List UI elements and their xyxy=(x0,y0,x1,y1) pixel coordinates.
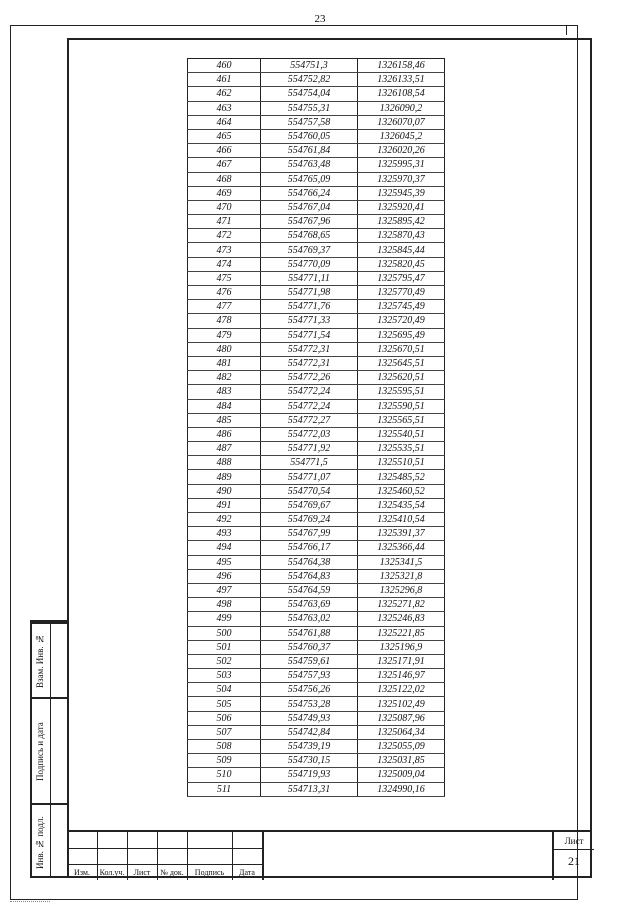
y-coordinate-cell: 1326045,2 xyxy=(358,129,445,143)
col-label-sheet: Лист xyxy=(133,868,151,877)
table-row xyxy=(188,697,445,711)
bottom-dotted-mark xyxy=(10,901,50,902)
col-label-date: Дата xyxy=(239,868,255,877)
x-coordinate-cell: 554766,17 xyxy=(261,541,358,555)
point-number-cell: 506 xyxy=(188,711,261,725)
table-row xyxy=(188,640,445,654)
table-row xyxy=(188,442,445,456)
point-number-cell: 477 xyxy=(188,300,261,314)
y-coordinate-cell: 1325122,02 xyxy=(358,683,445,697)
x-coordinate-cell: 554772,26 xyxy=(261,371,358,385)
y-coordinate-cell: 1326020,26 xyxy=(358,144,445,158)
table-row xyxy=(188,243,445,257)
point-number-cell: 495 xyxy=(188,555,261,569)
y-coordinate-cell: 1325196,9 xyxy=(358,640,445,654)
y-coordinate-cell: 1325321,8 xyxy=(358,569,445,583)
x-coordinate-cell: 554769,24 xyxy=(261,513,358,527)
sheet-label: Лист xyxy=(554,836,594,850)
y-coordinate-cell: 1325595,51 xyxy=(358,385,445,399)
table-row xyxy=(188,300,445,314)
table-row xyxy=(188,569,445,583)
y-coordinate-cell: 1325720,49 xyxy=(358,314,445,328)
point-number-cell: 496 xyxy=(188,569,261,583)
y-coordinate-cell: 1325620,51 xyxy=(358,371,445,385)
x-coordinate-cell: 554772,03 xyxy=(261,427,358,441)
table-row xyxy=(188,229,445,243)
x-coordinate-cell: 554767,04 xyxy=(261,200,358,214)
table-row xyxy=(188,115,445,129)
x-coordinate-cell: 554755,31 xyxy=(261,101,358,115)
table-row xyxy=(188,356,445,370)
x-coordinate-cell: 554771,76 xyxy=(261,300,358,314)
table-row xyxy=(188,683,445,697)
y-coordinate-cell: 1325845,44 xyxy=(358,243,445,257)
point-number-cell: 501 xyxy=(188,640,261,654)
x-coordinate-cell: 554771,33 xyxy=(261,314,358,328)
point-number-cell: 505 xyxy=(188,697,261,711)
y-coordinate-cell: 1325535,51 xyxy=(358,442,445,456)
y-coordinate-cell: 1325064,34 xyxy=(358,725,445,739)
table-row xyxy=(188,768,445,782)
y-coordinate-cell: 1325795,47 xyxy=(358,271,445,285)
y-coordinate-cell: 1325695,49 xyxy=(358,328,445,342)
table-row xyxy=(188,101,445,115)
signature-date-label: Подпись и дата xyxy=(35,722,45,782)
x-coordinate-cell: 554771,54 xyxy=(261,328,358,342)
x-coordinate-cell: 554763,48 xyxy=(261,158,358,172)
x-coordinate-cell: 554752,82 xyxy=(261,73,358,87)
x-coordinate-cell: 554767,99 xyxy=(261,527,358,541)
point-number-cell: 476 xyxy=(188,286,261,300)
x-coordinate-cell: 554772,31 xyxy=(261,342,358,356)
table-row xyxy=(188,215,445,229)
x-coordinate-cell: 554760,05 xyxy=(261,129,358,143)
point-number-cell: 464 xyxy=(188,115,261,129)
side-stamp-cell-signature xyxy=(32,697,68,803)
point-number-cell: 487 xyxy=(188,442,261,456)
title-block-grid xyxy=(67,832,262,880)
x-coordinate-cell: 554713,31 xyxy=(261,782,358,796)
point-number-cell: 494 xyxy=(188,541,261,555)
coordinates-table-body xyxy=(188,59,445,797)
replacement-inventory-label: Взам. Инв. № xyxy=(35,634,45,689)
y-coordinate-cell: 1325271,82 xyxy=(358,598,445,612)
point-number-cell: 475 xyxy=(188,271,261,285)
table-row xyxy=(188,385,445,399)
y-coordinate-cell: 1325102,49 xyxy=(358,697,445,711)
x-coordinate-cell: 554749,93 xyxy=(261,711,358,725)
x-coordinate-cell: 554771,98 xyxy=(261,286,358,300)
table-row xyxy=(188,129,445,143)
y-coordinate-cell: 1325920,41 xyxy=(358,200,445,214)
table-row xyxy=(188,399,445,413)
y-coordinate-cell: 1325296,8 xyxy=(358,583,445,597)
point-number-cell: 465 xyxy=(188,129,261,143)
y-coordinate-cell: 1325645,51 xyxy=(358,356,445,370)
point-number-cell: 511 xyxy=(188,782,261,796)
y-coordinate-cell: 1325341,5 xyxy=(358,555,445,569)
point-number-cell: 469 xyxy=(188,186,261,200)
point-number-cell: 478 xyxy=(188,314,261,328)
table-row xyxy=(188,654,445,668)
table-row xyxy=(188,669,445,683)
table-row xyxy=(188,484,445,498)
x-coordinate-cell: 554761,88 xyxy=(261,626,358,640)
y-coordinate-cell: 1325565,51 xyxy=(358,413,445,427)
point-number-cell: 491 xyxy=(188,498,261,512)
title-block xyxy=(67,830,592,878)
point-number-cell: 460 xyxy=(188,59,261,73)
table-row xyxy=(188,186,445,200)
y-coordinate-cell: 1325146,97 xyxy=(358,669,445,683)
x-coordinate-cell: 554757,58 xyxy=(261,115,358,129)
y-coordinate-cell: 1326133,51 xyxy=(358,73,445,87)
table-row xyxy=(188,754,445,768)
table-row xyxy=(188,470,445,484)
point-number-cell: 473 xyxy=(188,243,261,257)
table-row xyxy=(188,271,445,285)
point-number-cell: 510 xyxy=(188,768,261,782)
side-stamp xyxy=(30,620,68,878)
point-number-cell: 479 xyxy=(188,328,261,342)
table-row xyxy=(188,257,445,271)
title-block-divider xyxy=(262,832,264,880)
y-coordinate-cell: 1325009,04 xyxy=(358,768,445,782)
y-coordinate-cell: 1325485,52 xyxy=(358,470,445,484)
y-coordinate-cell: 1326090,2 xyxy=(358,101,445,115)
point-number-cell: 463 xyxy=(188,101,261,115)
table-row xyxy=(188,612,445,626)
y-coordinate-cell: 1325820,45 xyxy=(358,257,445,271)
y-coordinate-cell: 1325590,51 xyxy=(358,399,445,413)
x-coordinate-cell: 554763,02 xyxy=(261,612,358,626)
point-number-cell: 472 xyxy=(188,229,261,243)
x-coordinate-cell: 554772,27 xyxy=(261,413,358,427)
point-number-cell: 499 xyxy=(188,612,261,626)
table-row xyxy=(188,200,445,214)
table-row xyxy=(188,541,445,555)
point-number-cell: 486 xyxy=(188,427,261,441)
table-row xyxy=(188,740,445,754)
x-coordinate-cell: 554772,31 xyxy=(261,356,358,370)
coordinates-table xyxy=(187,58,445,797)
y-coordinate-cell: 1325087,96 xyxy=(358,711,445,725)
y-coordinate-cell: 1325435,54 xyxy=(358,498,445,512)
y-coordinate-cell: 1325171,91 xyxy=(358,654,445,668)
point-number-cell: 482 xyxy=(188,371,261,385)
table-row xyxy=(188,87,445,101)
table-row xyxy=(188,286,445,300)
point-number-cell: 485 xyxy=(188,413,261,427)
x-coordinate-cell: 554756,26 xyxy=(261,683,358,697)
table-row xyxy=(188,371,445,385)
point-number-cell: 461 xyxy=(188,73,261,87)
point-number-cell: 490 xyxy=(188,484,261,498)
point-number-cell: 497 xyxy=(188,583,261,597)
x-coordinate-cell: 554751,3 xyxy=(261,59,358,73)
x-coordinate-cell: 554764,59 xyxy=(261,583,358,597)
point-number-cell: 471 xyxy=(188,215,261,229)
point-number-cell: 484 xyxy=(188,399,261,413)
table-row xyxy=(188,427,445,441)
side-stamp-cell-original xyxy=(32,803,68,878)
x-coordinate-cell: 554771,11 xyxy=(261,271,358,285)
y-coordinate-cell: 1324990,16 xyxy=(358,782,445,796)
x-coordinate-cell: 554754,04 xyxy=(261,87,358,101)
x-coordinate-cell: 554766,24 xyxy=(261,186,358,200)
y-coordinate-cell: 1325391,37 xyxy=(358,527,445,541)
point-number-cell: 488 xyxy=(188,456,261,470)
y-coordinate-cell: 1325540,51 xyxy=(358,427,445,441)
point-number-cell: 462 xyxy=(188,87,261,101)
y-coordinate-cell: 1325895,42 xyxy=(358,215,445,229)
x-coordinate-cell: 554760,37 xyxy=(261,640,358,654)
sheet-number: 21 xyxy=(568,854,580,868)
y-coordinate-cell: 1326070,07 xyxy=(358,115,445,129)
table-row xyxy=(188,158,445,172)
point-number-cell: 500 xyxy=(188,626,261,640)
table-row xyxy=(188,144,445,158)
point-number-cell: 493 xyxy=(188,527,261,541)
table-row xyxy=(188,555,445,569)
page-number: 23 xyxy=(314,13,326,25)
table-row xyxy=(188,725,445,739)
x-coordinate-cell: 554771,07 xyxy=(261,470,358,484)
y-coordinate-cell: 1325870,43 xyxy=(358,229,445,243)
col-label-change: Изм. xyxy=(74,868,90,877)
x-coordinate-cell: 554761,84 xyxy=(261,144,358,158)
y-coordinate-cell: 1326158,46 xyxy=(358,59,445,73)
table-row xyxy=(188,59,445,73)
x-coordinate-cell: 554763,69 xyxy=(261,598,358,612)
table-row xyxy=(188,711,445,725)
point-number-cell: 483 xyxy=(188,385,261,399)
y-coordinate-cell: 1326108,54 xyxy=(358,87,445,101)
x-coordinate-cell: 554753,28 xyxy=(261,697,358,711)
table-row xyxy=(188,782,445,796)
y-coordinate-cell: 1325055,09 xyxy=(358,740,445,754)
y-coordinate-cell: 1325970,37 xyxy=(358,172,445,186)
x-coordinate-cell: 554771,92 xyxy=(261,442,358,456)
point-number-cell: 504 xyxy=(188,683,261,697)
original-inventory-label: Инв. № подл. xyxy=(35,816,45,870)
y-coordinate-cell: 1325031,85 xyxy=(358,754,445,768)
frame-tick xyxy=(566,25,578,35)
y-coordinate-cell: 1325770,49 xyxy=(358,286,445,300)
x-coordinate-cell: 554769,37 xyxy=(261,243,358,257)
point-number-cell: 474 xyxy=(188,257,261,271)
table-row xyxy=(188,583,445,597)
point-number-cell: 492 xyxy=(188,513,261,527)
point-number-cell: 502 xyxy=(188,654,261,668)
x-coordinate-cell: 554759,61 xyxy=(261,654,358,668)
y-coordinate-cell: 1325366,44 xyxy=(358,541,445,555)
side-stamp-cell-replacement xyxy=(32,622,68,697)
table-row xyxy=(188,626,445,640)
x-coordinate-cell: 554730,15 xyxy=(261,754,358,768)
table-row xyxy=(188,172,445,186)
x-coordinate-cell: 554764,38 xyxy=(261,555,358,569)
x-coordinate-cell: 554767,96 xyxy=(261,215,358,229)
x-coordinate-cell: 554765,09 xyxy=(261,172,358,186)
y-coordinate-cell: 1325246,83 xyxy=(358,612,445,626)
point-number-cell: 508 xyxy=(188,740,261,754)
x-coordinate-cell: 554719,93 xyxy=(261,768,358,782)
table-row xyxy=(188,413,445,427)
x-coordinate-cell: 554768,65 xyxy=(261,229,358,243)
table-row xyxy=(188,598,445,612)
x-coordinate-cell: 554764,83 xyxy=(261,569,358,583)
point-number-cell: 498 xyxy=(188,598,261,612)
y-coordinate-cell: 1325945,39 xyxy=(358,186,445,200)
sheet-number-box xyxy=(552,832,592,880)
col-label-quantity: Кол.уч. xyxy=(99,868,125,877)
x-coordinate-cell: 554771,5 xyxy=(261,456,358,470)
y-coordinate-cell: 1325460,52 xyxy=(358,484,445,498)
x-coordinate-cell: 554770,54 xyxy=(261,484,358,498)
table-row xyxy=(188,73,445,87)
y-coordinate-cell: 1325410,54 xyxy=(358,513,445,527)
point-number-cell: 470 xyxy=(188,200,261,214)
x-coordinate-cell: 554739,19 xyxy=(261,740,358,754)
col-label-document-number: № док. xyxy=(160,868,184,877)
x-coordinate-cell: 554769,67 xyxy=(261,498,358,512)
point-number-cell: 481 xyxy=(188,356,261,370)
y-coordinate-cell: 1325995,31 xyxy=(358,158,445,172)
x-coordinate-cell: 554742,84 xyxy=(261,725,358,739)
y-coordinate-cell: 1325221,85 xyxy=(358,626,445,640)
y-coordinate-cell: 1325745,49 xyxy=(358,300,445,314)
point-number-cell: 509 xyxy=(188,754,261,768)
point-number-cell: 468 xyxy=(188,172,261,186)
y-coordinate-cell: 1325670,51 xyxy=(358,342,445,356)
point-number-cell: 489 xyxy=(188,470,261,484)
table-row xyxy=(188,527,445,541)
x-coordinate-cell: 554772,24 xyxy=(261,399,358,413)
point-number-cell: 503 xyxy=(188,669,261,683)
point-number-cell: 507 xyxy=(188,725,261,739)
col-label-signature: Подпись xyxy=(194,868,225,877)
point-number-cell: 480 xyxy=(188,342,261,356)
table-row xyxy=(188,342,445,356)
table-row xyxy=(188,328,445,342)
table-row xyxy=(188,314,445,328)
x-coordinate-cell: 554772,24 xyxy=(261,385,358,399)
table-row xyxy=(188,498,445,512)
point-number-cell: 466 xyxy=(188,144,261,158)
table-row xyxy=(188,456,445,470)
y-coordinate-cell: 1325510,51 xyxy=(358,456,445,470)
point-number-cell: 467 xyxy=(188,158,261,172)
x-coordinate-cell: 554770,09 xyxy=(261,257,358,271)
x-coordinate-cell: 554757,93 xyxy=(261,669,358,683)
table-row xyxy=(188,513,445,527)
